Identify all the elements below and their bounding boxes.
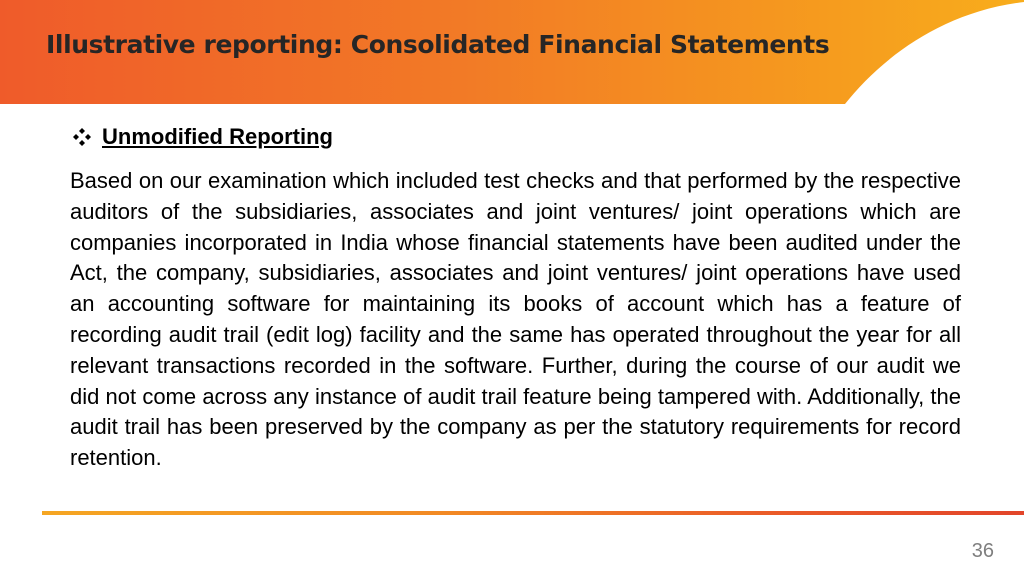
- page-number: 36: [971, 540, 994, 562]
- section-heading-text: Unmodified Reporting: [102, 124, 333, 149]
- four-diamond-bullet-icon: [72, 127, 92, 147]
- section-heading: [72, 124, 333, 150]
- footer-divider: [42, 511, 1024, 515]
- body-paragraph: Based on our examination which included test checks and that performed by the respective auditors of the subsidiaries, associates and joint ventures/ joint operations which are companies incorporated in India whose financial statements have been audited under the Act, the company, subsidiaries, associates and joint ventures/ joint operations have used an accounting software for maintaining its books of account which has a feature of recording audit trail (edit log) facility and the same has operated throughout the year for all relevant transactions recorded in the software. Further, during the course of our audit we did not come across any instance of audit trail feature being tampered with. Additionally, the audit trail has been preserved by the company as per the statutory requirements for record retention.: [70, 168, 961, 471]
- slide-title: Illustrative reporting: Consolidated Financial Statements: [46, 30, 830, 59]
